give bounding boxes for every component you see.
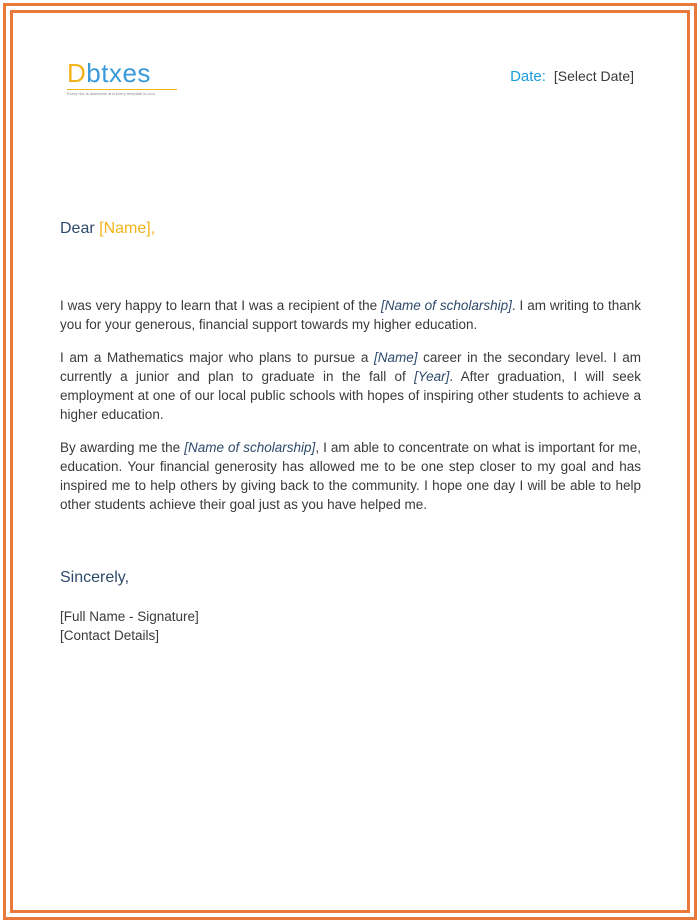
signature-block xyxy=(60,607,199,645)
salutation xyxy=(60,220,155,238)
paragraph-2-text-mid: career in the secondary level. I am currently a junior and plan to graduate in the fall of xyxy=(60,350,641,384)
docxes-logo xyxy=(67,58,187,98)
paragraph-2 xyxy=(60,348,641,424)
year-placeholder[interactable]: [Year] xyxy=(414,369,450,384)
salutation-prefix: Dear xyxy=(60,220,95,237)
paragraph-1-text: I was very happy to learn that I was a recipient of the xyxy=(60,298,381,313)
closing: Sincerely, xyxy=(60,569,130,586)
paragraph-1 xyxy=(60,296,641,334)
contact-details-placeholder[interactable]: [Contact Details] xyxy=(60,628,160,643)
scholarship-name-placeholder-2[interactable]: [Name of scholarship] xyxy=(184,440,316,455)
date-label: Date: xyxy=(510,68,546,85)
date-value[interactable]: [Select Date] xyxy=(553,68,634,84)
paragraph-3-text: By awarding me the xyxy=(60,440,185,455)
paragraph-3-text-end: , I am able to concentrate on what is important for me, education. Your financial generosity has allowed me to be one step closer to my goal and has inspired me to help others by giving back to the community. I hope one day I will be able to help other students achieve their goal just as you have helped me. xyxy=(60,440,642,512)
paragraph-3 xyxy=(60,438,641,514)
recipient-name-placeholder[interactable]: [Name], xyxy=(99,220,156,237)
scholarship-name-placeholder[interactable]: [Name of scholarship] xyxy=(381,298,512,313)
paragraph-2-text: I am a Mathematics major who plans to pursue a xyxy=(60,350,374,365)
logo-letter-d: D xyxy=(67,58,87,88)
paragraph-2-text-end: . After graduation, I will seek employment at one of our local public schools with hopes of inspiring other students to achieve a higher education. xyxy=(60,369,641,422)
date-field[interactable] xyxy=(510,68,634,85)
logo-letters: btxes xyxy=(86,58,151,88)
letter-body xyxy=(60,296,641,528)
signature-name-placeholder[interactable]: [Full Name - Signature] xyxy=(60,609,199,624)
logo-wordmark xyxy=(67,58,151,88)
paragraph-1-text-end: . I am writing to thank you for your generous, financial support towards my higher education. xyxy=(60,298,641,332)
logo-tagline: Every doc is awesome and every template is cool xyxy=(67,89,177,96)
career-name-placeholder[interactable]: [Name] xyxy=(374,350,418,365)
